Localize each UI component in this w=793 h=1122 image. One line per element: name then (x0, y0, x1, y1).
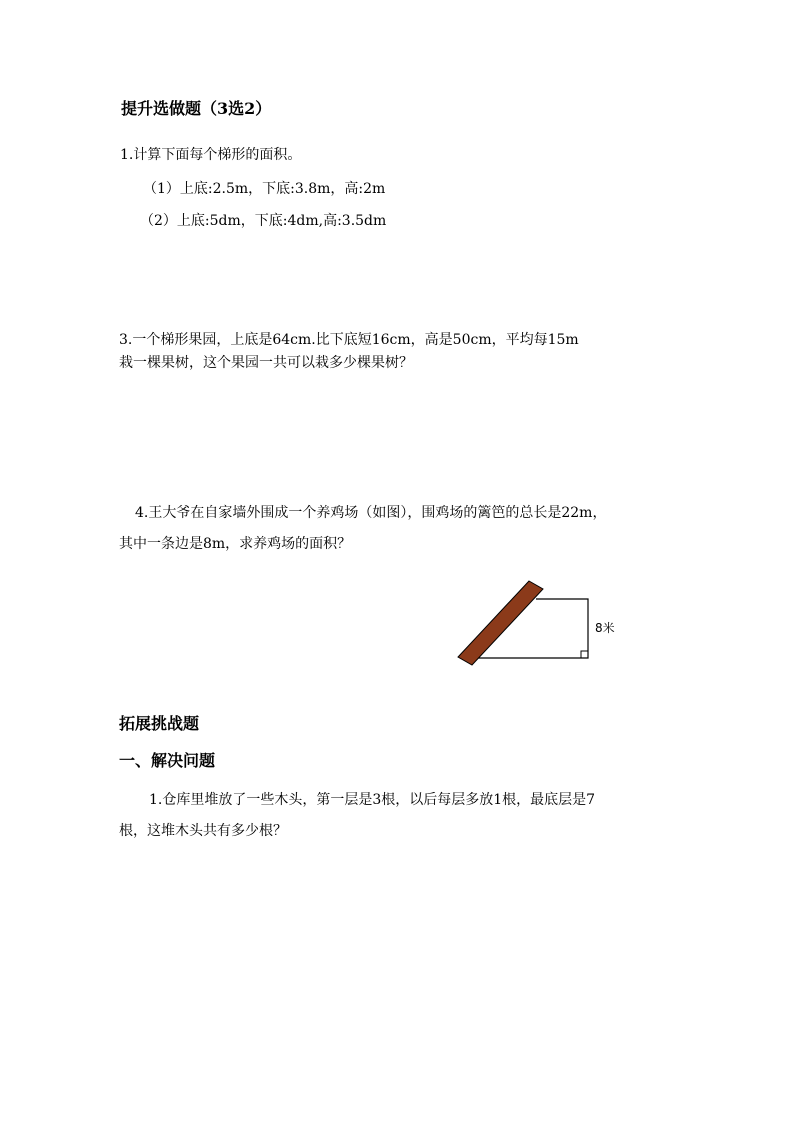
question-4-line-1: 4.王大爷在自家墙外围成一个养鸡场（如图），围鸡场的篱笆的总长是22m， (135, 505, 607, 521)
wall (458, 581, 543, 665)
challenge-question-1-line-2: 根，这堆木头共有多少根？ (119, 823, 287, 839)
right-angle-marker (581, 651, 588, 658)
question-1-part-1: （1）上底:2.5m，下底:3.8m，高:2m (143, 181, 386, 197)
question-3-line-1: 3.一个梯形果园，上底是64cm.比下底短16cm，高是50cm，平均每15m (119, 332, 579, 348)
side-length-label: 8米 (595, 621, 615, 635)
question-4-line-2: 其中一条边是8m，求养鸡场的面积？ (119, 536, 352, 552)
section-heading-advanced: 提升选做题（3选2） (121, 99, 272, 118)
question-1-stem: 1.计算下面每个梯形的面积。 (120, 147, 302, 163)
section-subheading-solve: 一、解决问题 (119, 751, 216, 770)
question-1-part-2: （2）上底:5dm，下底:4dm,高:3.5dm (140, 213, 387, 229)
question-3-line-2: 栽一棵果树，这个果园一共可以栽多少棵果树？ (119, 355, 413, 371)
chicken-coop-figure (450, 575, 630, 675)
section-heading-challenge: 拓展挑战题 (119, 714, 200, 733)
challenge-question-1-line-1: 1.仓库里堆放了一些木头，第一层是3根，以后每层多放1根，最底层是7 (149, 792, 596, 808)
